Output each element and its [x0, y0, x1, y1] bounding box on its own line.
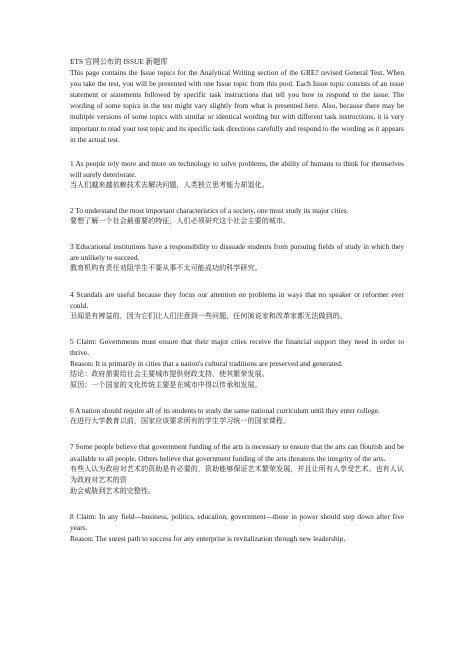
topic-item-1 [70, 158, 404, 191]
topic-8-english: 8 Claim: In any field—business, politics, education, government—those in power should step down after five years. [70, 511, 404, 532]
topic-5-chinese-reason: 原因：一个国家的文化传统主要是在城市中得以传承和发展。 [70, 381, 262, 390]
topic-4-chinese: 丑闻是有裨益的，因为它们让人们注意到一些问题，任何演说家和改革家都无法做到的。 [70, 311, 347, 320]
document-page [70, 56, 404, 558]
topic-5-chinese-claim: 结论：政府需要给社会主要城市提供财政支持，使其繁荣发展。 [70, 370, 269, 379]
topic-2-chinese: 要想了解一个社会最重要的特征，人们必须研究这个社会主要的城市。 [70, 217, 291, 226]
topic-8-reason: Reason: The surest path to success for any enterprise is revitalization through new leadership. [70, 534, 346, 544]
topic-5-reason: Reason: It is primarily in cities that a nation's cultural traditions are preserved and generated. [70, 358, 343, 368]
topic-2-english: 2 To understand the most important characteristics of a society, one must study its major cities. [70, 206, 349, 216]
topic-1-english: 1 As people rely more and more on technology to solve problems, the ability of humans to think for themselves will surely deteriorate. [70, 158, 404, 179]
topic-7-chinese: 有些人认为政府对艺术的资助是有必要的，资助能够保证艺术繁荣发展，并且让所有人享受艺术。也有人认为政府对艺术的资 [70, 464, 404, 484]
intro-paragraph: This page contains the Issue topics for the Analytical Writing section of the GRE? revised General Test. When you take the test, you will be presented with one Issue topic from this pool. Each Issue topic consists of an issue statement or statements followed by specific task instructions that tell you how to respond to the issue. The wording of some topics in the test might vary slightly from what is presented here. Also, because there may be multiple versions of some topics with similar or identical wording but with different task instructions, it is very important to read your test topic and its specific task directions carefully and respond to the wording as it appears in the actual test. [70, 68, 404, 144]
topic-4-english: 4 Scandals are useful because they focus our attention on problems in ways that no speaker or reformer ever could. [70, 289, 404, 310]
topic-item-2 [70, 205, 404, 227]
topic-item-3 [70, 241, 404, 274]
topic-item-5 [70, 336, 404, 391]
topic-item-4 [70, 289, 404, 322]
topic-item-7 [70, 441, 404, 496]
topic-1-chinese: 当人们越来越依赖技术去解决问题，人类独立思考能力却退化。 [70, 180, 269, 189]
topic-7-chinese-cont: 助会威胁到艺术的完整性。 [70, 486, 156, 495]
topic-7-english: 7 Some people believe that government funding of the arts is necessary to ensure that the arts can flourish and be available to all people. Others believe that government funding of the arts threatens the integrity of the arts. [70, 442, 404, 463]
topic-3-english: 3 Educational institutions have a responsibility to dissuade students from pursuing fields of study in which they are unlikely to succeed. [70, 242, 404, 263]
topic-6-english: 6 A nation should require all of its students to study the same national curriculum until they enter college. [70, 406, 380, 416]
topic-6-chinese: 在进行大学教育以前，国家应该要求所有的学生学习统一的国家课程。 [70, 417, 291, 426]
topic-item-8 [70, 511, 404, 544]
topic-3-chinese: 教育机构有责任劝阻学生不要从事不太可能成功的科学研究。 [70, 264, 262, 273]
document-title: ETS 官网公布的 ISSUE 新题库 [70, 57, 168, 66]
topic-item-6 [70, 405, 404, 427]
topic-5-english: 5 Claim: Governments must ensure that their major cities receive the financial support they need in order to thrive. [70, 336, 404, 357]
